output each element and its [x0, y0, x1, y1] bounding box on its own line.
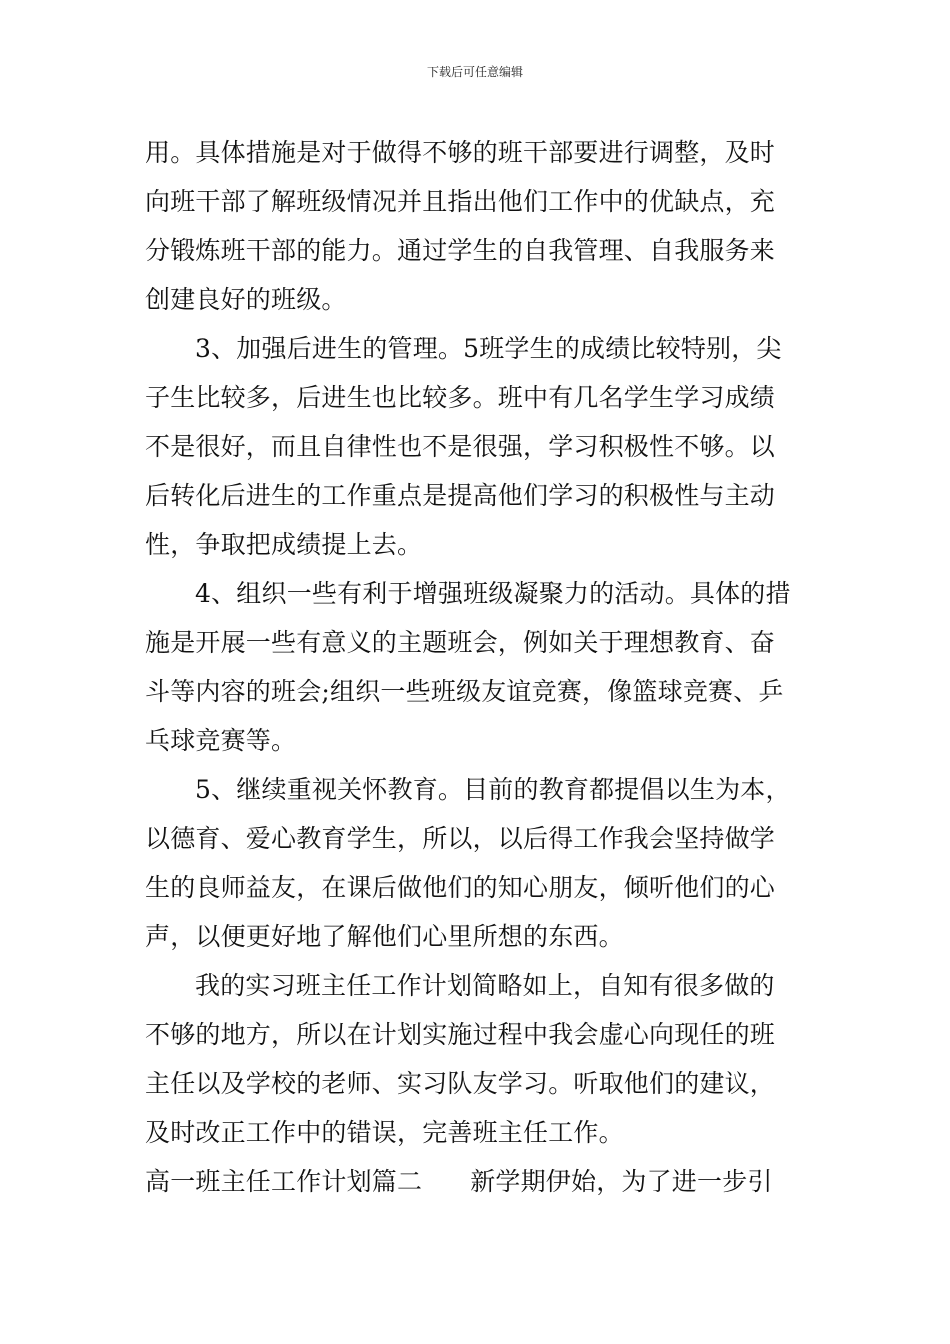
text-line: 主任以及学校的老师、实习队友学习。听取他们的建议， — [145, 1069, 776, 1098]
text-line: 斗等内容的班会;组织一些班级友谊竞赛，像篮球竞赛、乒 — [145, 677, 784, 706]
section-heading: 高一班主任工作计划篇二 — [145, 1167, 423, 1196]
text-line: 分锻炼班干部的能力。通过学生的自我管理、自我服务来 — [145, 236, 776, 265]
paragraph-first-line: 5、继续重视关怀教育。目前的教育都提倡以生为本， — [195, 775, 791, 804]
text-line: 不够的地方，所以在计划实施过程中我会虚心向现任的班 — [145, 1020, 776, 1049]
page-header: 下载后可任意编辑 — [426, 65, 523, 79]
text-line: 及时改正工作中的错误，完善班主任工作。 — [145, 1118, 624, 1147]
text-line: 乓球竞赛等。 — [145, 726, 297, 755]
text-line: 性，争取把成绩提上去。 — [145, 530, 423, 559]
text-line: 用。具体措施是对于做得不够的班干部要进行调整，及时 — [145, 138, 776, 167]
paragraph-first-line: 4、组织一些有利于增强班级凝聚力的活动。具体的措 — [195, 579, 791, 608]
document-body — [145, 128, 805, 1206]
text-line: 向班干部了解班级情况并且指出他们工作中的优缺点，充 — [145, 187, 776, 216]
text-line: 创建良好的班级。 — [145, 285, 347, 314]
text-line: 以德育、爱心教育学生，所以，以后得工作我会坚持做学 — [145, 824, 776, 853]
text-line: 施是开展一些有意义的主题班会，例如关于理想教育、奋 — [145, 628, 776, 657]
text-line: 子生比较多，后进生也比较多。班中有几名学生学习成绩 — [145, 383, 776, 412]
text-line: 生的良师益友，在课后做他们的知心朋友，倾听他们的心 — [145, 873, 776, 902]
text-line: 后转化后进生的工作重点是提高他们学习的积极性与主动 — [145, 481, 776, 510]
section-intro-text: 新学期伊始，为了进一步引 — [470, 1167, 773, 1196]
text-line: 不是很好，而且自律性也不是很强，学习积极性不够。以 — [145, 432, 776, 461]
paragraph-first-line: 我的实习班主任工作计划简略如上，自知有很多做的 — [195, 971, 775, 1000]
section-heading-line — [145, 1157, 805, 1206]
text-line: 声，以便更好地了解他们心里所想的东西。 — [145, 922, 624, 951]
paragraph-first-line: 3、加强后进生的管理。5班学生的成绩比较特别，尖 — [195, 334, 782, 363]
